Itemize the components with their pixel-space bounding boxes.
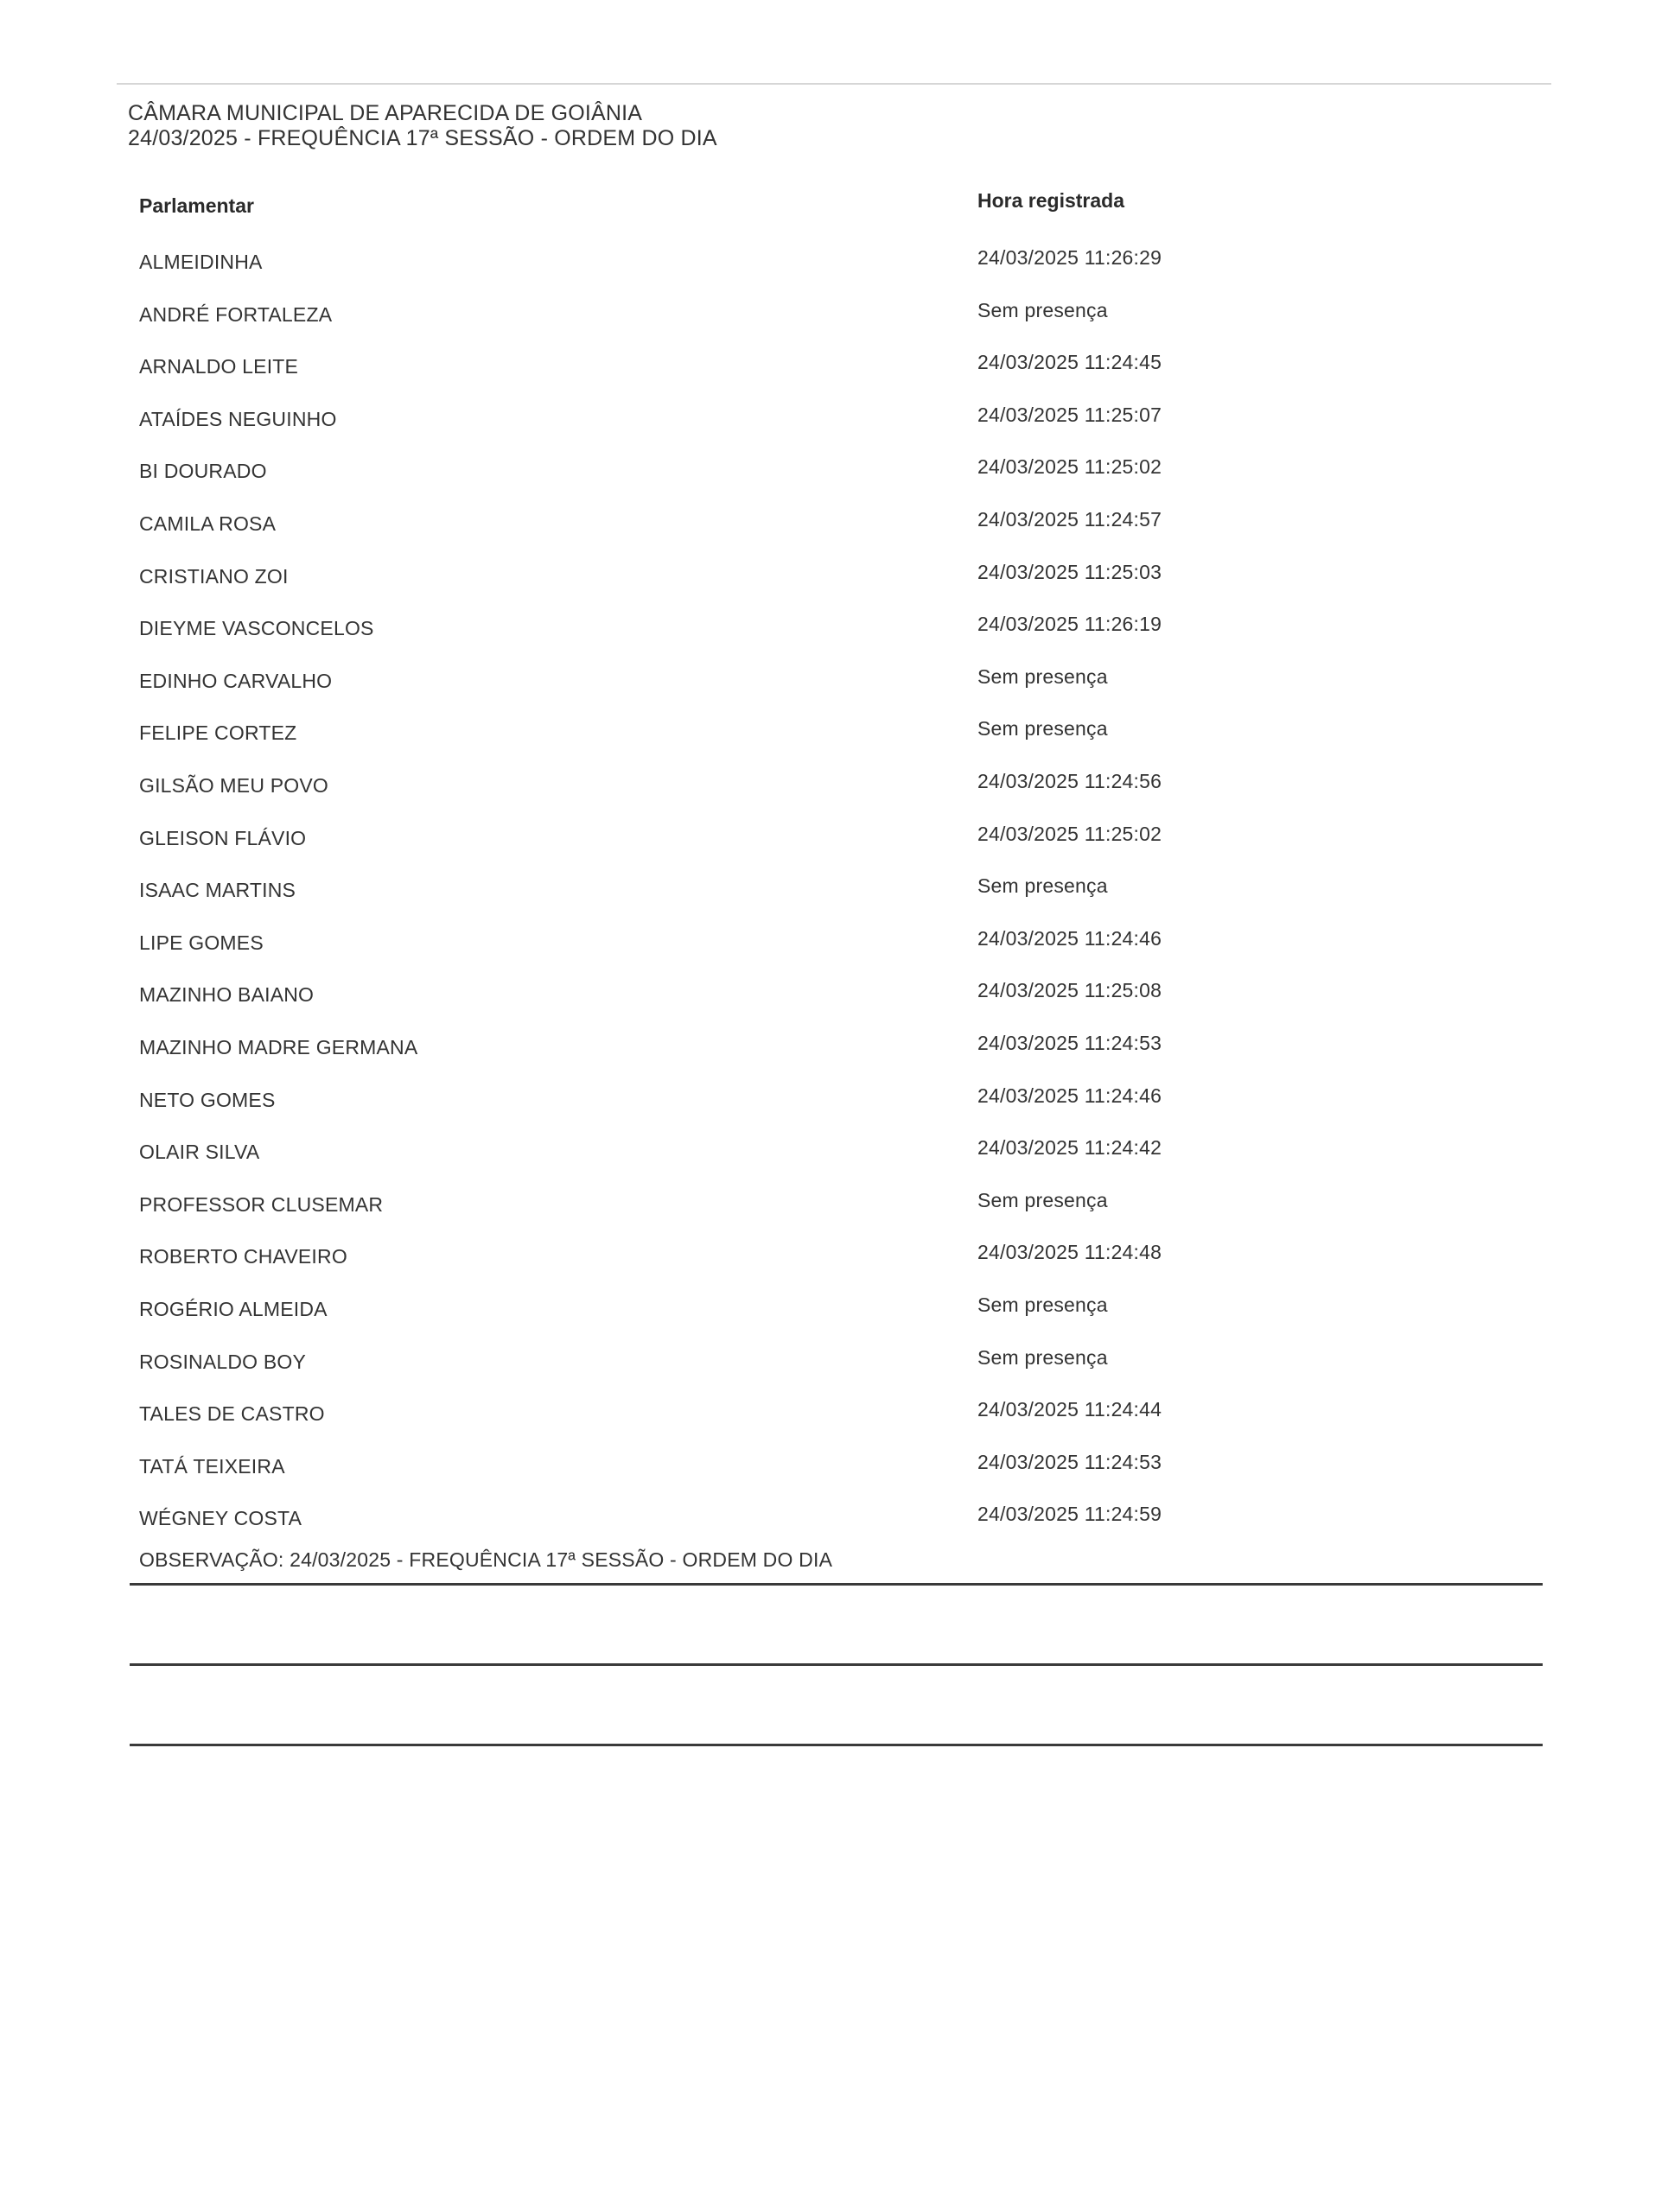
hora-registrada: Sem presença	[977, 299, 1108, 321]
hora-registrada: 24/03/2025 11:24:45	[977, 351, 1162, 373]
table-row	[0, 1189, 1655, 1245]
table-row	[0, 1241, 1655, 1297]
hora-registrada: 24/03/2025 11:24:59	[977, 1503, 1162, 1525]
hora-registrada: Sem presença	[977, 1346, 1108, 1369]
hora-registrada: 24/03/2025 11:24:44	[977, 1398, 1162, 1421]
table-row	[0, 1294, 1655, 1350]
table-row	[0, 1032, 1655, 1088]
table-row	[0, 1451, 1655, 1507]
hora-registrada: 24/03/2025 11:25:02	[977, 823, 1162, 845]
table-row	[0, 561, 1655, 617]
parlamentar-name: ROSINALDO BOY	[139, 1351, 307, 1373]
parlamentar-name: ROBERTO CHAVEIRO	[139, 1245, 347, 1268]
hora-registrada: 24/03/2025 11:25:03	[977, 561, 1162, 583]
parlamentar-name: OLAIR SILVA	[139, 1141, 260, 1163]
parlamentar-name: GILSÃO MEU POVO	[139, 774, 328, 797]
hora-registrada: Sem presença	[977, 717, 1108, 740]
table-row	[0, 613, 1655, 669]
column-header-hora-registrada: Hora registrada	[977, 189, 1125, 212]
table-row	[0, 1398, 1655, 1454]
observation-line-1	[130, 1583, 1543, 1586]
table-row	[0, 246, 1655, 302]
table-row	[0, 508, 1655, 564]
hora-registrada: 24/03/2025 11:24:48	[977, 1241, 1162, 1263]
observation-text: OBSERVAÇÃO: 24/03/2025 - FREQUÊNCIA 17ª SESSÃO - ORDEM DO DIA	[139, 1548, 833, 1571]
hora-registrada: 24/03/2025 11:24:53	[977, 1451, 1162, 1473]
parlamentar-name: ATAÍDES NEGUINHO	[139, 408, 337, 430]
table-row	[0, 455, 1655, 512]
parlamentar-name: MAZINHO MADRE GERMANA	[139, 1036, 418, 1058]
observation-line-3	[130, 1744, 1543, 1746]
hora-registrada: 24/03/2025 11:26:29	[977, 246, 1162, 269]
parlamentar-name: ISAAC MARTINS	[139, 879, 296, 901]
hora-registrada: 24/03/2025 11:25:08	[977, 979, 1162, 1001]
hora-registrada: 24/03/2025 11:26:19	[977, 613, 1162, 635]
hora-registrada: 24/03/2025 11:24:57	[977, 508, 1162, 531]
parlamentar-name: PROFESSOR CLUSEMAR	[139, 1193, 384, 1216]
hora-registrada: 24/03/2025 11:24:46	[977, 1084, 1162, 1107]
table-row	[0, 1346, 1655, 1402]
hora-registrada: 24/03/2025 11:24:53	[977, 1032, 1162, 1054]
hora-registrada: Sem presença	[977, 1294, 1108, 1316]
table-row	[0, 1084, 1655, 1141]
parlamentar-name: FELIPE CORTEZ	[139, 721, 297, 744]
table-row	[0, 351, 1655, 407]
hora-registrada: Sem presença	[977, 665, 1108, 688]
table-row	[0, 665, 1655, 721]
parlamentar-name: TALES DE CASTRO	[139, 1402, 325, 1425]
parlamentar-name: BI DOURADO	[139, 460, 267, 482]
session-subtitle: 24/03/2025 - FREQUÊNCIA 17ª SESSÃO - ORDEM DO DIA	[128, 126, 717, 150]
hora-registrada: 24/03/2025 11:25:02	[977, 455, 1162, 478]
parlamentar-name: CRISTIANO ZOI	[139, 565, 289, 588]
hora-registrada: Sem presença	[977, 874, 1108, 897]
table-row	[0, 299, 1655, 355]
parlamentar-name: DIEYME VASCONCELOS	[139, 617, 374, 639]
parlamentar-name: GLEISON FLÁVIO	[139, 827, 307, 849]
column-header-parlamentar: Parlamentar	[139, 194, 254, 217]
hora-registrada: 24/03/2025 11:24:46	[977, 927, 1162, 950]
hora-registrada: Sem presença	[977, 1189, 1108, 1211]
hora-registrada: 24/03/2025 11:24:56	[977, 770, 1162, 792]
top-divider	[117, 83, 1551, 85]
table-row	[0, 979, 1655, 1035]
hora-registrada: 24/03/2025 11:24:42	[977, 1136, 1162, 1159]
table-row	[0, 927, 1655, 983]
table-row	[0, 1136, 1655, 1192]
institution-name: CÂMARA MUNICIPAL DE APARECIDA DE GOIÂNIA	[128, 101, 643, 125]
table-row	[0, 717, 1655, 773]
table-row	[0, 404, 1655, 460]
parlamentar-name: ANDRÉ FORTALEZA	[139, 303, 333, 326]
observation-line-2	[130, 1663, 1543, 1666]
parlamentar-name: CAMILA ROSA	[139, 512, 277, 535]
parlamentar-name: TATÁ TEIXEIRA	[139, 1455, 285, 1478]
table-row	[0, 823, 1655, 879]
parlamentar-name: MAZINHO BAIANO	[139, 983, 315, 1006]
parlamentar-name: LIPE GOMES	[139, 931, 264, 954]
table-row	[0, 770, 1655, 826]
parlamentar-name: WÉGNEY COSTA	[139, 1507, 302, 1529]
parlamentar-name: ALMEIDINHA	[139, 251, 263, 273]
hora-registrada: 24/03/2025 11:25:07	[977, 404, 1162, 426]
document-header	[128, 101, 717, 151]
table-row	[0, 874, 1655, 931]
parlamentar-name: ROGÉRIO ALMEIDA	[139, 1298, 328, 1320]
parlamentar-name: EDINHO CARVALHO	[139, 670, 333, 692]
parlamentar-name: ARNALDO LEITE	[139, 355, 299, 378]
parlamentar-name: NETO GOMES	[139, 1089, 276, 1111]
